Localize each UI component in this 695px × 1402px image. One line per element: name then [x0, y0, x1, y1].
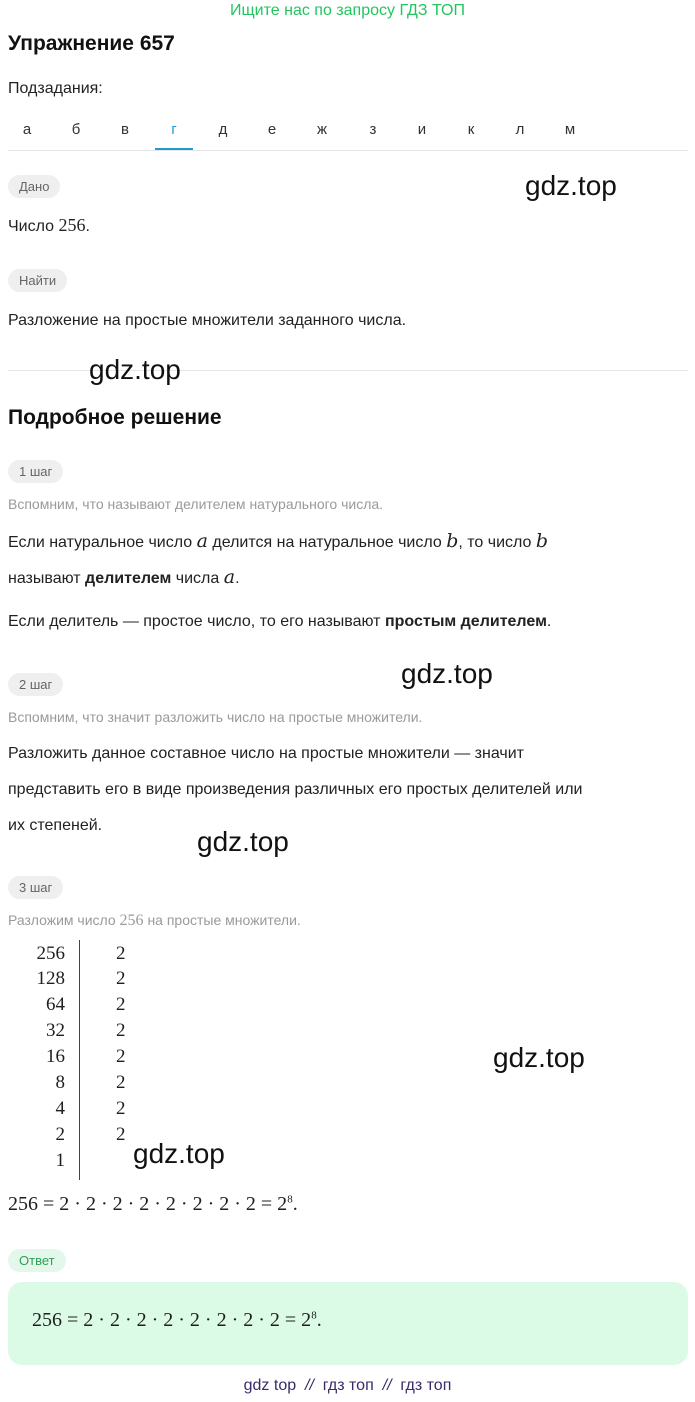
factor-divisor: 2 — [116, 1124, 126, 1145]
footer-link-gdz-top-ru[interactable]: гдз топ — [322, 1377, 374, 1394]
tab-k[interactable]: к — [467, 121, 475, 138]
factor-divisor: 2 — [116, 1072, 126, 1093]
step1-line3-end: . — [546, 613, 552, 630]
step2-badge-wrap — [8, 673, 63, 696]
footer-links — [0, 1377, 695, 1395]
factor-divisor: 2 — [116, 1046, 126, 1067]
footer-separator: // — [305, 1377, 314, 1394]
step3-hint — [8, 912, 301, 930]
tab-e[interactable]: е — [267, 121, 277, 138]
subtask-tabs — [8, 116, 688, 151]
given-number: 256 — [58, 215, 86, 235]
tab-z[interactable]: з — [369, 121, 377, 138]
step1-line3 — [8, 611, 551, 633]
subtasks-label: Подзадания: — [8, 80, 103, 97]
step3-badge: 3 шаг — [8, 876, 63, 899]
tab-a[interactable]: а — [22, 121, 32, 138]
term-prime-divisor: простым делителем — [384, 613, 547, 630]
step2-line2: представить его в виде произведения различных его простых делителей или — [8, 781, 583, 798]
solution-title: Подробное решение — [8, 406, 222, 429]
factor-divisor: 2 — [116, 1020, 126, 1041]
given-badge: Дано — [8, 175, 60, 198]
step1-badge: 1 шаг — [8, 460, 63, 483]
answer-exponent: 8 — [311, 1309, 317, 1322]
tab-m[interactable]: м — [564, 121, 576, 138]
factorization-divider — [79, 940, 80, 1180]
step1-hint: Вспомним, что называют делителем натурального числа. — [8, 496, 384, 512]
factor-dividend: 256 — [36, 943, 65, 964]
factor-divisor: 2 — [116, 994, 126, 1015]
given-badge-wrap — [8, 175, 60, 198]
answer-end: . — [316, 1309, 322, 1331]
var-a: a — [196, 530, 208, 552]
factor-dividend: 128 — [36, 968, 65, 989]
given-text — [8, 214, 90, 238]
result-formula: 256 = 2 · 2 · 2 · 2 · 2 · 2 · 2 · 2 = 2 — [8, 1193, 288, 1215]
tab-g[interactable]: г — [155, 116, 193, 150]
watermark: gdz.top — [89, 354, 181, 385]
factor-dividend: 8 — [55, 1072, 65, 1093]
step1-line1-a: Если натуральное число — [8, 534, 193, 551]
step1-badge-wrap — [8, 460, 63, 483]
step1-line1 — [8, 530, 548, 554]
find-badge-wrap — [8, 269, 67, 292]
factor-dividend: 32 — [46, 1020, 65, 1041]
var-b: b — [535, 530, 549, 552]
answer-formula — [32, 1309, 322, 1332]
given-prefix: Число — [8, 218, 55, 235]
footer-link-gdz-top-ru-2[interactable]: гдз топ — [400, 1377, 452, 1394]
watermark: gdz.top — [525, 170, 617, 201]
watermark: gdz.top — [401, 658, 493, 689]
step1-line1-c: , то число — [458, 534, 532, 551]
var-a: a — [223, 566, 236, 588]
step2-line1: Разложить данное составное число на простые множители — значит — [8, 745, 524, 762]
footer-separator: // — [382, 1377, 392, 1394]
step3-hint-b: на простые множители. — [147, 912, 301, 928]
watermark: gdz.top — [493, 1042, 585, 1073]
tab-b[interactable]: б — [71, 121, 81, 138]
term-divisor: делителем — [85, 570, 172, 587]
step1-line2-a: называют — [8, 570, 81, 587]
watermark: gdz.top — [133, 1138, 225, 1169]
answer-badge: Ответ — [8, 1249, 66, 1272]
tab-d[interactable]: д — [218, 121, 228, 138]
result-end: . — [292, 1193, 298, 1215]
step1-line2-end: . — [235, 570, 240, 587]
factor-divisor: 2 — [116, 968, 126, 989]
step1-line1-b: делится на натуральное число — [212, 534, 442, 551]
tab-i[interactable]: и — [417, 121, 427, 138]
factor-dividend: 2 — [55, 1124, 65, 1145]
tab-v[interactable]: в — [121, 121, 129, 138]
factor-dividend: 16 — [46, 1046, 65, 1067]
footer-link-gdz-top[interactable]: gdz top — [243, 1377, 297, 1394]
factor-divisor: 2 — [116, 943, 126, 964]
var-b: b — [446, 530, 459, 552]
step3-badge-wrap — [8, 876, 63, 899]
factor-dividend: 1 — [55, 1150, 65, 1171]
answer-formula-text: 256 = 2 · 2 · 2 · 2 · 2 · 2 · 2 · 2 = 2 — [32, 1309, 312, 1331]
page-title: Упражнение 657 — [8, 32, 175, 55]
factor-divisor: 2 — [116, 1098, 126, 1119]
result-exponent: 8 — [287, 1193, 293, 1206]
step3-hint-number: 256 — [119, 912, 144, 929]
answer-badge-wrap — [8, 1249, 66, 1272]
find-text: Разложение на простые множители заданного числа. — [8, 312, 407, 329]
search-hint-link[interactable]: Ищите нас по запросу ГДЗ ТОП — [230, 2, 465, 19]
step2-line3: их степеней. — [8, 817, 103, 834]
step1-line2-b: числа — [175, 570, 220, 587]
step2-hint: Вспомним, что значит разложить число на простые множители. — [8, 709, 423, 725]
step1-line3-a: Если делитель — простое число, то его называют — [8, 613, 381, 630]
tab-zh[interactable]: ж — [316, 121, 328, 138]
step2-badge: 2 шаг — [8, 673, 63, 696]
tab-l[interactable]: л — [515, 121, 525, 138]
factor-dividend: 64 — [46, 994, 65, 1015]
watermark: gdz.top — [197, 826, 289, 857]
factorization-result — [8, 1193, 298, 1216]
step1-line2 — [8, 566, 240, 590]
given-suffix: . — [85, 218, 90, 235]
factor-dividend: 4 — [55, 1098, 65, 1119]
find-badge: Найти — [8, 269, 67, 292]
step3-hint-a: Разложим число — [8, 912, 116, 928]
